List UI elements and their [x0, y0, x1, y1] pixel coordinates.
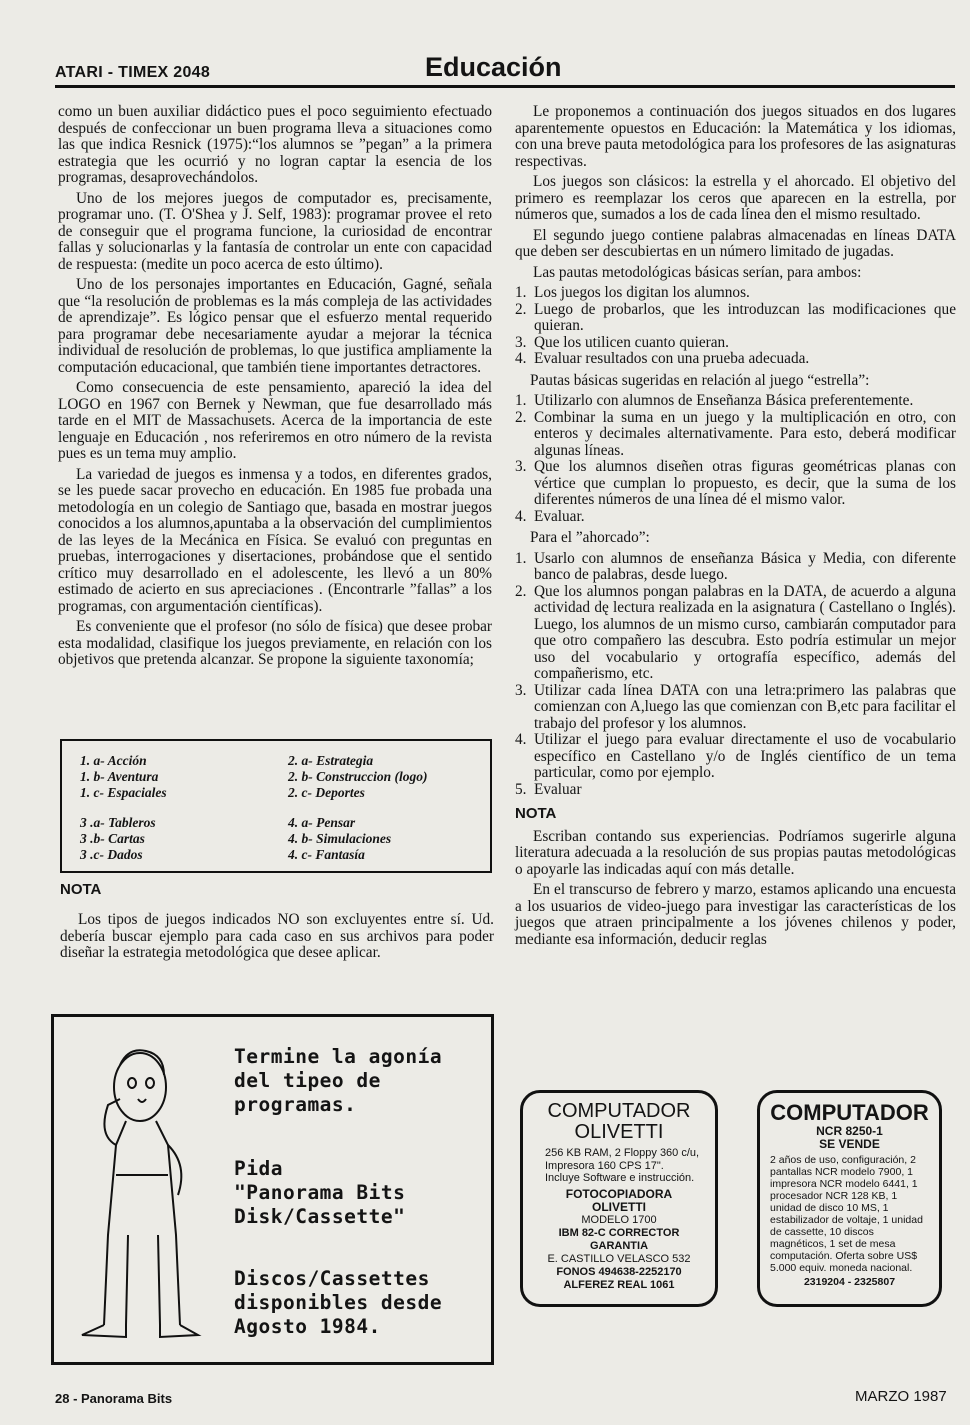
- ad-title: OLIVETTI: [574, 1121, 664, 1143]
- taxonomy-item: 1. a- Acción: [80, 753, 147, 768]
- olivetti-ad: [520, 1090, 718, 1307]
- estrella-intro: Pautas básicas sugeridas en relación al juego “estrella”:: [530, 371, 870, 389]
- list-item: 1. Utilizarlo con alumnos de Enseñanza Básica preferentemente.: [515, 392, 914, 409]
- ad-line: "Panorama Bits: [234, 1181, 406, 1204]
- section-title: Educación: [425, 52, 562, 82]
- list-item: 2. Combinar la suma en un juego y la multiplicación en otro, con enteros y decimales alternativamente. Para esto, deberá modificar algunas líneas.: [515, 408, 956, 459]
- paragraph: Uno de los personajes importantes en Educación, Gagné, señala que “la resolución de problemas es la más compleja de las actividades de aprendizaje”. Es lógico pensar que el esfuerzo mental requerido para programar debe necesariamente ayudar a mejorar la técnica individual de resolución de problemas, lo que justifica ampliamente la computación educacional, que también tiene importantes detractores.: [58, 276, 492, 376]
- list-item: 4. Utilizar el juego para evaluar directamente el uso de vocabulario específico en Castellano y/o de Inglés científico de un tema particular, como por ejemplo.: [515, 731, 956, 781]
- paragraph: Como consecuencia de este pensamiento, apareció la idea del LOGO en 1967 con Bernek y Newman, que fue desarrollado más tarde en el MIT de Massachusets. Acerca de la importancia de este lenguaje en Educación , nos referiremos en otro número de la revista pues es un tema muy amplio.: [58, 379, 492, 462]
- panorama-bits-ad: [51, 1014, 494, 1365]
- taxonomy-item: 4. a- Pensar: [288, 815, 356, 830]
- ad-headline-block: [234, 1045, 442, 1117]
- ad-order-block: [234, 1157, 405, 1229]
- estrella-list: [515, 393, 956, 525]
- ad-subtitle: SE VENDE: [819, 1137, 880, 1151]
- list-item: 3. Que los alumnos diseñen otras figuras geométricas planas con vértice que cumplan lo propuesto, es decir, que la suma de los diferentes números de una línea dé el mismo valor.: [515, 458, 956, 508]
- list-item: 3. Que los utilicen cuanto quieran.: [515, 333, 729, 351]
- paragraph: Es conveniente que el profesor (no sólo de física) que desee probar esta modalidad, clasifique los juegos previamente, en relación con los objetivos que pretenda alcanzar. Se propone la siguiente taxonomía;: [58, 618, 492, 668]
- left-column: [58, 104, 492, 673]
- ad-line: programas.: [234, 1093, 357, 1116]
- ad-subtitle: OLIVETTI: [592, 1199, 646, 1214]
- ad-availability-block: [234, 1267, 442, 1339]
- ad-line: del tipeo de: [234, 1069, 381, 1092]
- ad-model: NCR 8250-1: [816, 1124, 883, 1138]
- paragraph: Las pautas metodológicas básicas serían, para ambos:: [533, 263, 862, 281]
- paragraph: Le proponemos a continuación dos juegos situados en dos lugares aparentemente opuestos en Educación: la Matemática y los idiomas, con una breve pauta metodológica para los profesores de las asignaturas respectivas.: [515, 103, 956, 170]
- method-list: [515, 285, 956, 368]
- taxonomy-item: 3 .b- Cartas: [80, 831, 145, 846]
- list-item: 4. Evaluar.: [515, 507, 585, 525]
- ad-line: Agosto 1984.: [234, 1315, 381, 1338]
- ad-warranty: GARANTIA: [589, 1239, 649, 1252]
- header-rule: [55, 85, 955, 88]
- ad-description: 2 años de uso, configuración, 2 pantallas NCR modelo 7900, 1 impresora NCR modelo 6441, 1 procesador NCR 128 KB, 1 unidad de disco 10 MS, 1 estabilizador de voltaje, 1 unidad de cassette, 10 discos magnéticos, 1 set de mesa computación. Oferta sobre US$ 5.000 equiv. moneda nacional.: [770, 1154, 923, 1274]
- taxonomy-item: 3 .a- Tableros: [80, 815, 156, 830]
- taxonomy-item: 1. b- Aventura: [80, 769, 159, 784]
- ad-line: Disk/Cassette": [234, 1205, 406, 1228]
- taxonomy-column-1: [80, 753, 167, 863]
- paragraph: En el transcurso de febrero y marzo, estamos aplicando una encuesta a los usuarios de video-juego para investigar las características de los juegos que atraen principalmente a los jóvenes chilenos y poder, mediante esa información, deducir reglas: [515, 881, 956, 948]
- thinking-man-illustration: [68, 1025, 208, 1355]
- list-item: 1. Los juegos los digitan los alumnos.: [515, 284, 750, 301]
- ad-address: E. CASTILLO VELASCO 532: [547, 1252, 691, 1265]
- ad-line: Termine la agonía: [234, 1045, 443, 1068]
- section-label: ATARI - TIMEX 2048: [55, 64, 211, 81]
- paragraph: El segundo juego contiene palabras almacenadas en líneas DATA que deben ser descubiertas en un número limitado de jugadas.: [515, 226, 956, 260]
- page-footer-publication: 28 - Panorama Bits: [55, 1391, 173, 1406]
- list-item: 2. Que los alumnos pongan palabras en la DATA, de acuerdo a alguna actividad dę lectura realizada en la asignatura ( Castellano o Inglés). Luego, los alumnos de un mismo curso, cambiarán computador para que otro compañero las descubra. Esto podría estimular un mejor uso del vocabulario y ortografía específico, además del compañerismo, etc.: [515, 582, 956, 682]
- taxonomy-item: 4. c- Fantasía: [288, 847, 365, 862]
- list-item: 2. Luego de probarlos, que les introduzcan las modificaciones que quieran.: [515, 300, 956, 334]
- list-item: 1. Usarlo con alumnos de enseñanza Básica y Media, con diferente banco de palabras, desde luego.: [515, 549, 956, 583]
- ad-line: disponibles desde: [234, 1291, 443, 1314]
- paragraph: La variedad de juegos es inmensa y a todos, en diferentes grados, se les puede sacar provecho en educación. En 1985 fue probada una metodología en un colegio de Santiago que, basada en mostrar juegos conocidos a los alumnos,apuntaba a la observación del cumplimientos de las leyes de la Mecánica en Física. Se evaluó con preguntas en pruebas, interrogaciones y disertaciones, probándose que el sentido crítico muy desarrollado en el adolescente, les llevó a un 80% estimado de acierto en sus apreciaciones . (Encontrarle ”fallas” a los programas, con argumentación científicas).: [58, 465, 492, 615]
- list-item: 4. Evaluar resultados con una prueba adecuada.: [515, 350, 810, 367]
- paragraph: Los juegos son clásicos: la estrella y el ahorcado. El objetivo del primero es reemplazar los ceros que aparecen en la estrella, por números que, sumados a los de cada línea den el mismo resultado.: [515, 173, 956, 223]
- ahorcado-list: [515, 551, 956, 799]
- ad-description: 256 KB RAM, 2 Floppy 360 c/u, Impresora 160 CPS 17". Incluye Software e instrucción.: [545, 1147, 700, 1184]
- note-heading: NOTA: [60, 881, 102, 898]
- taxonomy-item: 1. c- Espaciales: [80, 785, 167, 800]
- ad-subtitle: FOTOCOPIADORA: [565, 1186, 673, 1201]
- ad-phones: FONOS 494638-2252170: [556, 1265, 682, 1278]
- ad-model: MODELO 1700: [581, 1213, 657, 1226]
- taxonomy-item: 4. b- Simulaciones: [288, 831, 392, 846]
- ad-title: COMPUTADOR: [770, 1100, 929, 1125]
- list-item: 3. Utilizar cada línea DATA con una letra:primero las palabras que comienzan con A,luego las que comienzan con B,etc para facilitar el trabajo del profesor y los alumnos.: [515, 681, 956, 732]
- taxonomy-item: 2. c- Deportes: [288, 785, 365, 800]
- page-footer-date: MARZO 1987: [855, 1388, 947, 1405]
- ad-line: Pida: [234, 1157, 283, 1180]
- taxonomy-item: 3 .c- Dados: [80, 847, 143, 862]
- ad-phones: 2319204 - 2325807: [803, 1276, 896, 1288]
- ad-line: Discos/Cassettes: [234, 1267, 430, 1290]
- taxonomy-box: [60, 739, 492, 873]
- list-item: 5. Evaluar: [515, 780, 582, 798]
- ad-address: ALFEREZ REAL 1061: [563, 1278, 675, 1291]
- ncr-ad: [757, 1090, 942, 1307]
- paragraph: como un buen auxiliar didáctico pues el poco seguimiento efectuado después de confeccionar un buen programa lleva a situaciones como las que indica Resnick (1975):“los alumnos se ”pegan” a la primera estrategia que les ocurrió y no logran captar la esencia de los programas, desaprovechándolos.: [58, 103, 492, 186]
- paragraph: Escriban contando sus experiencias. Podríamos sugerirle alguna literatura adecuada a la resolución de sus propias pautas metodológicas o apoyarle las indicadas aquí con más detalle.: [515, 827, 956, 878]
- right-column: [515, 104, 956, 952]
- note-text: Los tipos de juegos indicados NO son excluyentes entre sí. Ud. debería buscar ejemplo para cada caso en sus archivos para poder diseñar la estrategia metodológica que desee aplicar.: [60, 911, 494, 961]
- taxonomy-column-2: [288, 753, 428, 863]
- taxonomy-item: 2. b- Construccion (logo): [288, 769, 428, 784]
- ad-product: IBM 82-C CORRECTOR: [558, 1226, 680, 1239]
- ahorcado-intro: Para el ”ahorcado”:: [530, 529, 650, 546]
- taxonomy-item: 2. a- Estrategia: [288, 753, 374, 768]
- paragraph: Uno de los mejores juegos de computador es, precisamente, programar uno. (T. O'Shea y J. Self, 1983): programar provee el reto de conseguir que el programa funcione, la curiosidad de encontrar fallas y solucionarlas y la fantasía de controlar un ente con capacidad de respuesta: (medite un poco acerca de esto último).: [58, 189, 492, 273]
- note-heading: NOTA: [515, 805, 557, 822]
- ad-title: COMPUTADOR: [547, 1100, 691, 1122]
- left-note: [60, 881, 494, 962]
